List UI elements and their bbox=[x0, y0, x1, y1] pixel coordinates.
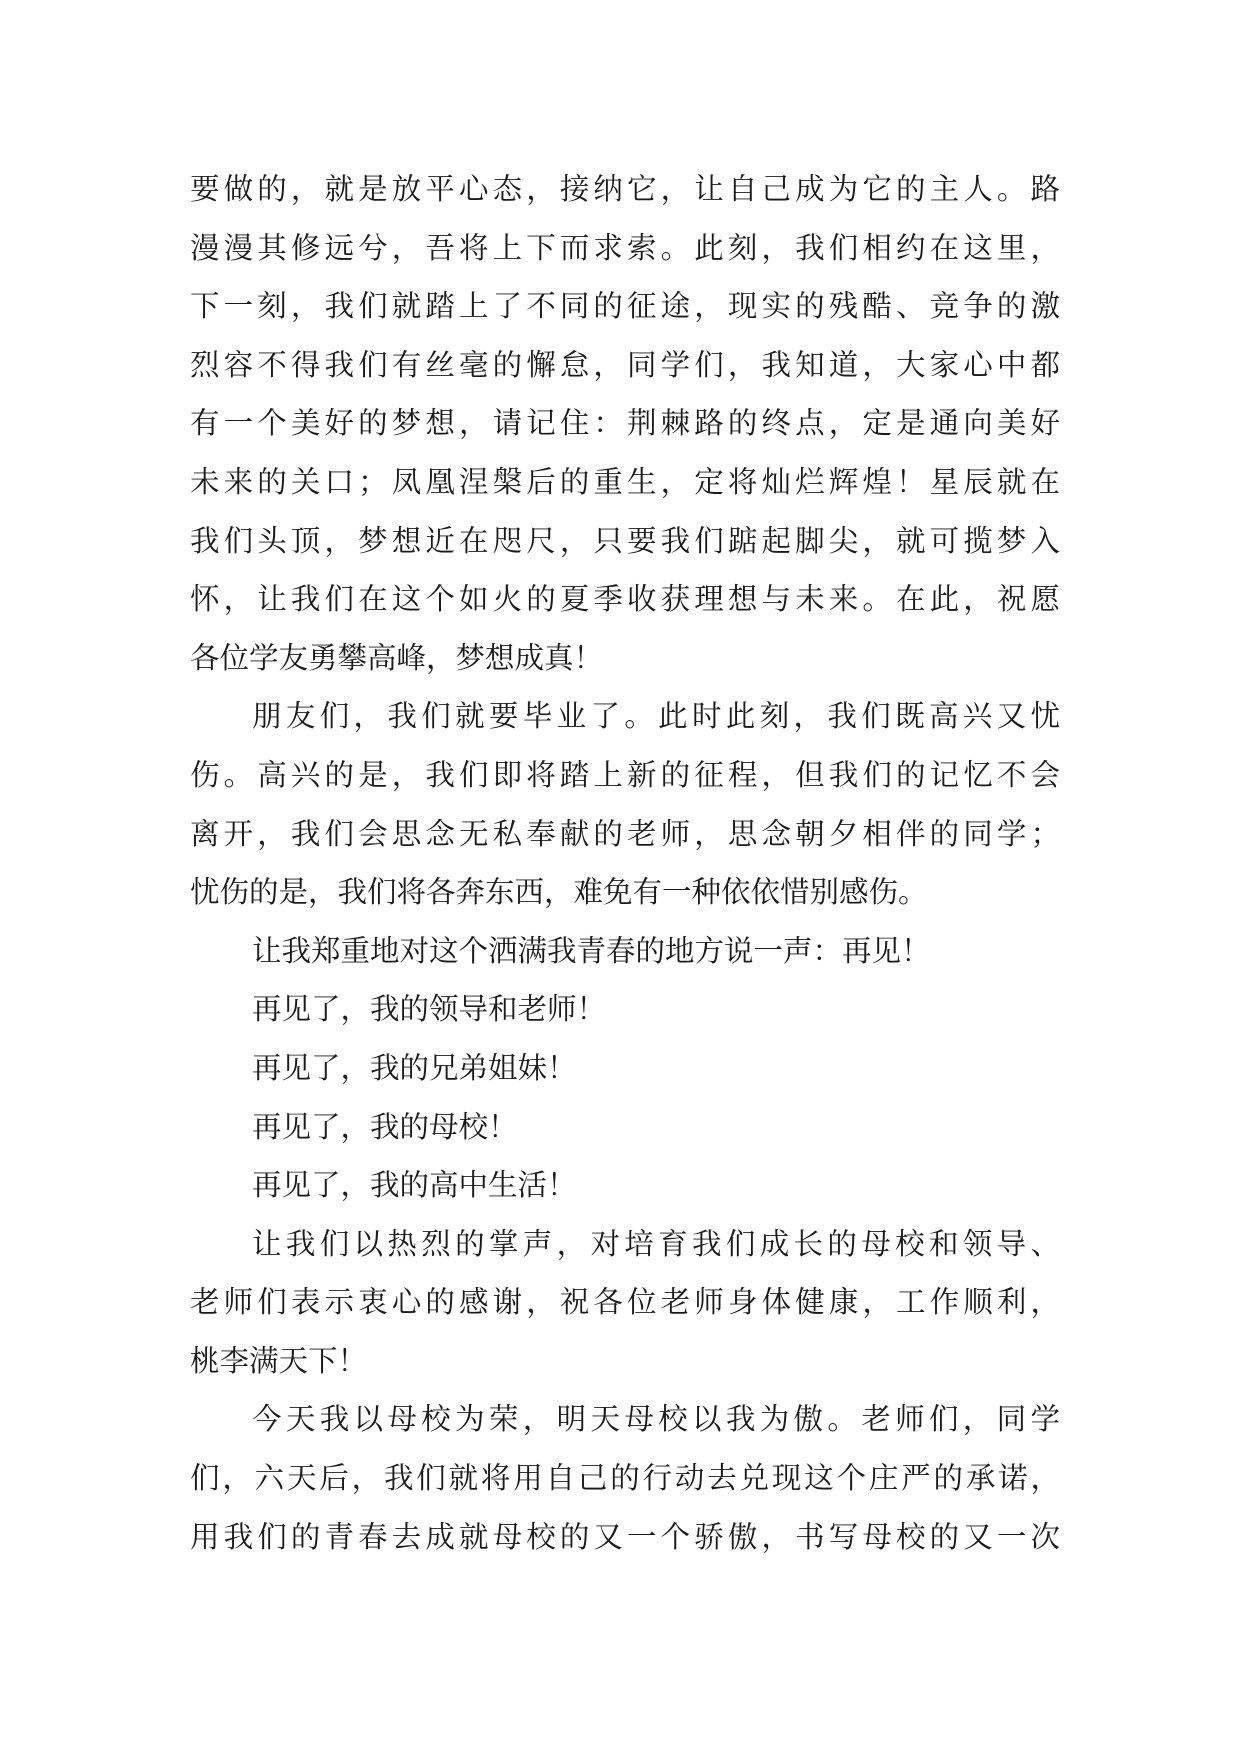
text-line: 让我们以热烈的掌声，对培育我们成长的母校和领导、 bbox=[252, 1226, 1060, 1261]
text-line: 桃李满天下！ bbox=[190, 1343, 368, 1378]
text-line: 我们头顶，梦想近在咫尺，只要我们踮起脚尖，就可揽梦入 bbox=[190, 523, 1060, 558]
text-line: 让我郑重地对这个洒满我青春的地方说一声：再见！ bbox=[252, 933, 931, 968]
text-line: 再见了，我的领导和老师！ bbox=[252, 992, 607, 1027]
text-line: 下一刻，我们就踏上了不同的征途，现实的残酷、竞争的激 bbox=[190, 289, 1060, 324]
text-line: 要做的，就是放平心态，接纳它，让自己成为它的主人。路 bbox=[190, 172, 1060, 206]
text-line: 离开，我们会思念无私奉献的老师，思念朝夕相伴的同学； bbox=[190, 816, 1060, 851]
document-body bbox=[190, 160, 1060, 1566]
text-line: 们，六天后，我们就将用自己的行动去兑现这个庄严的承诺， bbox=[190, 1461, 1060, 1496]
text-line: 用我们的青春去成就母校的又一个骄傲，书写母校的又一次 bbox=[190, 1519, 1060, 1554]
text-line: 各位学友勇攀高峰，梦想成真！ bbox=[190, 640, 604, 675]
text-line: 再见了，我的兄弟姐妹！ bbox=[252, 1050, 577, 1085]
text-line: 漫漫其修远兮，吾将上下而求索。此刻，我们相约在这里， bbox=[190, 230, 1060, 265]
text-line: 未来的关口；凤凰涅槃后的重生，定将灿烂辉煌！星辰就在 bbox=[190, 464, 1060, 499]
text-line: 今天我以母校为荣，明天母校以我为傲。老师们，同学 bbox=[252, 1402, 1060, 1437]
text-line: 老师们表示衷心的感谢，祝各位老师身体健康，工作顺利， bbox=[190, 1285, 1060, 1320]
text-line: 有一个美好的梦想，请记住：荆棘路的终点，定是通向美好 bbox=[190, 406, 1060, 441]
text-line: 怀，让我们在这个如火的夏季收获理想与未来。在此，祝愿 bbox=[190, 582, 1060, 617]
text-line: 烈容不得我们有丝毫的懈怠，同学们，我知道，大家心中都 bbox=[190, 347, 1060, 382]
text-line: 再见了，我的母校！ bbox=[252, 1109, 518, 1144]
text-line: 忧伤的是，我们将各奔东西，难免有一种依依惜别感伤。 bbox=[190, 875, 928, 910]
text-line: 朋友们，我们就要毕业了。此时此刻，我们既高兴又忧 bbox=[252, 699, 1060, 734]
text-line: 再见了，我的高中生活！ bbox=[252, 1168, 577, 1203]
text-line: 伤。高兴的是，我们即将踏上新的征程，但我们的记忆不会 bbox=[190, 757, 1060, 792]
